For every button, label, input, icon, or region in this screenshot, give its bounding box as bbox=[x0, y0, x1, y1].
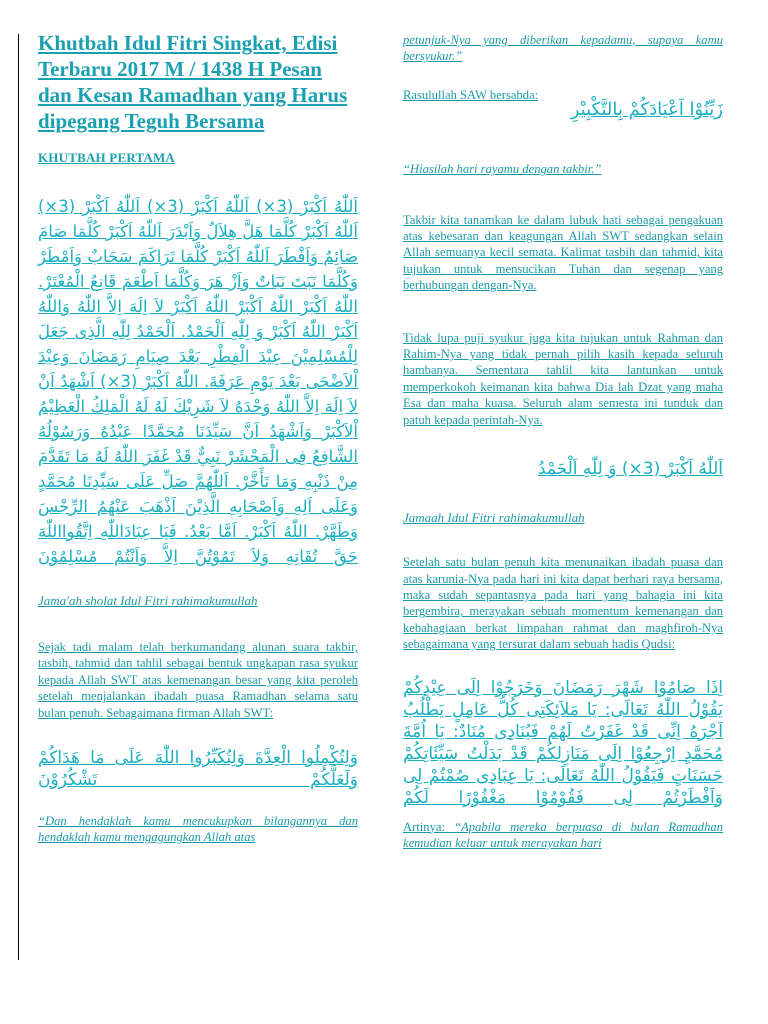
ayat-translation-end: petunjuk-Nya yang diberikan kepadamu, supaya kamu bersyukur.” bbox=[403, 33, 723, 64]
paragraph-setelah: Setelah satu bulan penuh kita menunaikan ibadah puasa dan atas karunia-Nya pada hari ini kita dapat berhari raya bersama, maka sudah sepantasnya pada hari yang bahagia ini kita bergembira, merayakan sebuah momentum kemenangan dan kebahagiaan berkat limpahan rahmat dan maghfiroh-Nya sebagaimana yang tersurat dalam sebuah hadis Qudsi: bbox=[403, 555, 723, 652]
left-column bbox=[38, 30, 358, 846]
ayat-translation-start: “Dan hendaklah kamu mencukupkan bilangannya dan hendaklah kamu mengagungkan Allah atas bbox=[38, 814, 358, 845]
paragraph-tidak-lupa: Tidak lupa puji syukur juga kita tujukan untuk Rahman dan Rahim-Nya yang tidak pernah pilih kasih kepada seluruh hambanya. Sementara tahlil kita lantunkan untuk memperkokoh keimanan kita bahwa Dia lah Dzat yang maha Esa dan maha kuasa. Seluruh alam semesta ini tunduk dan patuh kepada perintah-Nya. bbox=[403, 330, 723, 427]
quran-ayat-arabic: وَلِتُكْمِلُوا الْعِدَّةَ وَلِتُكَبِّرُوا اللّٰهَ عَلَى مَا هَدَاكُمْ وَلَعَلَّكُمْ تَشْكُرُوْنَ bbox=[38, 748, 358, 791]
artinya-label: Artinya bbox=[403, 819, 442, 834]
paragraph-takbir: Takbir kita tanamkan ke dalam lubuk hati sebagai pengakuan atas kebesaran dan keagungan Allah SWT sedangkan selain Allah semuanya kecil semata. Kalimat tasbih dan tahmid, kita tujukan untuk mensucikan Tuhan dan segenap yang berhubungan dengan-Nya. bbox=[403, 212, 723, 293]
paragraph-sejak: Sejak tadi malam telah berkumandang alunan suara takbir, tasbih, tahmid dan tahlil sebagai bentuk ungkapan rasa syukur kepada Allah SWT atas kemenangan besar yang kita peroleh setelah menjalankan ibadah puasa Ramadhan selama satu bulan penuh. Sebagaimana firman Allah SWT: bbox=[38, 640, 358, 720]
artinya-text: “Apabila mereka berpuasa di bulan Ramadhan kemudian keluar untuk merayakan hari bbox=[403, 819, 723, 850]
right-column bbox=[403, 32, 723, 851]
rasulullah-label: Rasulullah SAW bersabda: bbox=[403, 87, 539, 102]
hadith-translation: “Hiasilah hari rayamu dengan takbir.” bbox=[403, 162, 602, 177]
hadith-qudsi-arabic: اِذَا صَامُوْا شَهْرَ رَمَضَانَ وَخَرَجُوْا اِلَى عِيْدِكُمْ يَقُوْلُ اللّٰهُ تَعَالَى: يَا مَلاَئِكَتِى كُلُّ عَامِلٍ يَطْلُبُ اَجْرَهُ اِنِّى قَدْ غَفَرْتُ لَهُمْ فَيُنَادِى مُنَادٌ: يَا اُمَّةَ مُحَمَّدٍ اِرْجِعُوْا اِلَى مَنَازِلِكُمْ قَدْ بَدَلْتُ سَيِّئَاتِكُمْ حَسَنَاتٍ فَيَقُوْلُ اللّٰهُ تَعَالَى: يَا عِبَادِى صُمْتُمْ لِى وَاَفْطَرْتُمْ لِى فَقُوْمُوْا مَغْفُوْرًا لَكُمْ bbox=[403, 677, 723, 808]
artinya-paragraph: Artinya: “Apabila mereka berpuasa di bulan Ramadhan kemudian keluar untuk merayakan hari bbox=[403, 819, 723, 850]
jamaah-greeting-2: Jamaah Idul Fitri rahimakumullah bbox=[403, 510, 585, 526]
hadith-arabic: زَيِّنُوْا اَعْيَادَكُمْ بِالتَّكْبِيْرِ bbox=[570, 99, 723, 121]
takbir-short-arabic: اَللّٰهُ اَكْبَرْ (3×) وَ لِلّٰهِ اَلْحَمْدُ bbox=[537, 459, 723, 480]
khutbah-heading: KHUTBAH PERTAMA bbox=[38, 150, 175, 165]
article-title: Khutbah Idul Fitri Singkat, Edisi Terbaru 2017 M / 1438 H Pesan dan Kesan Ramadhan yang Harus dipegang Teguh Bersama bbox=[38, 31, 348, 133]
jamaah-greeting: Jama'ah sholat Idul Fitri rahimakumullah bbox=[38, 593, 258, 608]
opening-takbir-arabic: اَللّٰهُ اَكْبَرْ (3×) اَللّٰهُ اَكْبَرْ (3×) اَللّٰهُ اَكْبَرْ (3×) اَللّٰهُ اَكْبَرْ كُلَّمَا هَلَّ هِلاَلٌ وَاَبْدَرَ اَللّٰهُ اَكْبَرْ كُلَّمَا صَامَ صَائِمٌ وَاَفْطَرَ اَللّٰهُ اَكْبَرْ كُلَّمَا تَرَاكَمَ سَحَابٌ وَاَمْطَرْ وَكُلَّمَا نَبَتَ نَبَاتٌ وَاَزْ هَرَ وَكُلَّمَا اَطْعَمَ قَانِعُ الْمُعْتَرْ. اللّٰهُ اَكْبَرْ اللّٰهُ اَكْبَرْ اللّٰهُ اَكْبَرْ لاَ اِلَهَ اِلاَّ اللّٰهُ وَاللّٰهُ اَكْبَرْ اللّٰهُ اَكْبَرْ وَ لِلّٰهِ اَلْحَمْدُ. اَلْحَمْدُ لِلّٰهِ الَّذِى جَعَلَ لِلْمُسْلِمِيْنَ عِيْدَ الْفِطْرِ بَعْدَ صِيَامِ رَمَضَانَ وَعِيْدَ اْلاَضْحَى بَعْدَ يَوْمِ عَرَفَةَ. اللّٰهُ اَكْبَرْ (3×) اَشْهَدُ اَنْ لاَ اِلَهَ اِلاَّ اللّٰهُ وَحْدَهُ لاَ شَرِيْكَ لَهُ لَهُ الْمَلِكُ الْعَظِيْمُ اْلاَكْبَرْ وَاَشْهَدُ اَنَّ سَيِّدَنَا مُحَمَّدًا عَبْدُهُ وَرَسُوْلُهُ الشَّافِعُ فِى الْمَحْشَرْ نَبِيٌّ قَدْ غَفَرَ اللّٰهُ لَهُ مَا تَقَدَّمَ مِنْ ذَنْبِهِ وَمَا تَأَخَّرْ. اَللّٰهُمَّ صَلِّ عَلَى سَيِّدِنَا مُحَمَّدٍ وَعَلَى اَلِهِ وَاَصْحَابِهِ الَّذِيْنَ اَذْهَبَ عَنْهُمُ الرِّجْسَ وَطَهَّرْ. اللّٰهُ اَكْبَرْ. اَمَّا بَعْدُ. فَيَا عِبَادَاللّٰهِ اِتَّقُوااللّٰهَ حَقَّ تُقَاتِهِ وَلاَ تَمُوْتُنَّ اِلاَّ وَاَنْتُمْ مُسْلِمُوْنَ bbox=[38, 197, 358, 566]
vertical-rule bbox=[18, 34, 19, 960]
